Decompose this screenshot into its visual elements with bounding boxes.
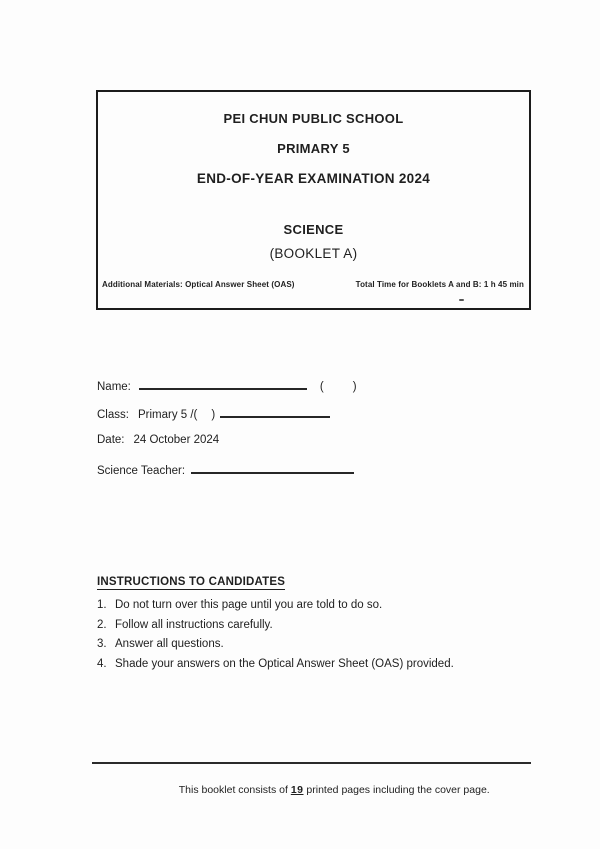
total-time-text: Total Time for Booklets A and B: 1 h 45 min: [355, 280, 524, 289]
class-paren-close: ): [211, 409, 216, 421]
booklet-label: (BOOKLET A): [269, 246, 358, 261]
instruction-text-4: Shade your answers on the Optical Answer Sheet (OAS) provided.: [115, 658, 454, 670]
teacher-blank-line: [191, 461, 354, 474]
instruction-item-1: [97, 599, 382, 611]
subject-title: SCIENCE: [283, 222, 344, 237]
school-name: PEI CHUN PUBLIC SCHOOL: [223, 111, 404, 126]
instruction-item-2: [97, 619, 273, 631]
instruction-number-4: 4.: [97, 658, 107, 670]
instruction-item-3: [97, 638, 224, 650]
instruction-text-1: Do not turn over this page until you are told to do so.: [115, 599, 383, 611]
name-label: Name:: [97, 381, 131, 393]
class-value: Primary 5 /(: [137, 409, 198, 421]
index-paren-open: (: [319, 381, 324, 393]
additional-materials-text: Additional Materials: Optical Answer Sheet (OAS): [102, 280, 295, 289]
name-blank-line: [139, 377, 307, 390]
exam-title: END-OF-YEAR EXAMINATION 2024: [196, 171, 431, 186]
instruction-number-1: 1.: [97, 599, 107, 611]
instruction-text-3: Answer all questions.: [115, 638, 224, 650]
footer-page-count: 19: [290, 784, 304, 796]
header-meta-row: [98, 280, 529, 289]
teacher-row: [97, 461, 354, 476]
class-blank-line: [220, 405, 330, 418]
instruction-item-4: [97, 658, 454, 670]
date-label: Date:: [97, 434, 125, 446]
footer-page-count-note: [92, 772, 531, 808]
footer-divider-line: [92, 762, 531, 764]
footer-prefix: This booklet consists of: [178, 784, 291, 796]
footer-suffix: printed pages including the cover page.: [303, 784, 490, 796]
date-row: [97, 434, 219, 449]
class-label: Class:: [97, 409, 129, 421]
scan-artifact-dash: [459, 299, 464, 301]
name-row: [97, 377, 357, 392]
instructions-heading: INSTRUCTIONS TO CANDIDATES: [97, 576, 286, 588]
instruction-number-2: 2.: [97, 619, 107, 631]
exam-level: PRIMARY 5: [277, 141, 350, 156]
class-row: [97, 405, 330, 420]
exam-header-box: [96, 90, 531, 310]
instruction-text-2: Follow all instructions carefully.: [115, 619, 273, 631]
instruction-number-3: 3.: [97, 638, 107, 650]
date-value: 24 October 2024: [133, 434, 220, 446]
teacher-label: Science Teacher:: [97, 465, 186, 477]
index-paren-close: ): [352, 381, 357, 393]
